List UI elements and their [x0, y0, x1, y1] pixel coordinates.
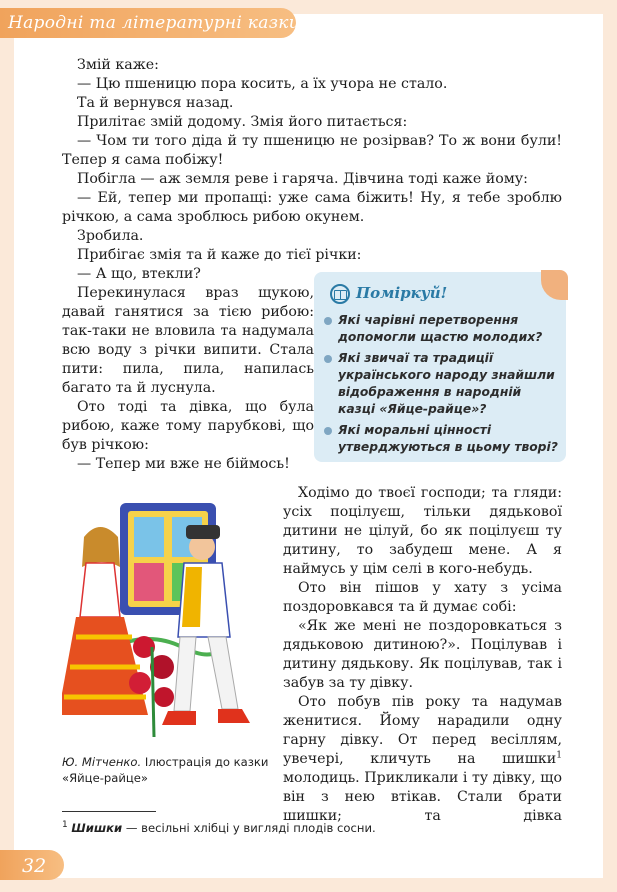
paragraph: Побігла — аж земля реве і гаряча. Дівчина тоді каже йому:	[77, 171, 528, 187]
paragraph: Зробила.	[77, 228, 144, 244]
footnote-marker: 1	[556, 750, 562, 761]
paragraph: «Як же мені не поздоровкаться з дядьковою дитиною?». Поцілував і дитину дядькову. Як поцілував, так і забув за ту дівку.	[283, 618, 562, 691]
paragraph: Перекинулася враз щукою, давай ганятися за тією рибою: так-таки не вловила та надумала всю воду з річки випити. Стала пити: пила, пила, напилась багато та й луснула.	[62, 285, 314, 396]
story-top-text	[62, 56, 562, 284]
question-item	[324, 350, 560, 418]
paragraph-text: молодиць. Прикликали і ту дівку, що він з нею втікав. Стали брати шишки; та дівка	[283, 770, 562, 824]
story-left-column	[62, 284, 314, 474]
paragraph: Прибігає змія та й каже до тієї річки:	[77, 247, 362, 263]
footnote-definition: — весільні хлібці у вигляді плодів сосни.	[122, 821, 376, 835]
question-list	[324, 312, 560, 460]
bullet-icon	[324, 355, 332, 363]
footnote-term: Шишки	[71, 821, 123, 835]
bullet-icon	[324, 427, 332, 435]
caption-text: Ілюстрація до казки «Яйце-райце»	[62, 755, 269, 785]
section-title: Народні та літературні казки	[8, 13, 300, 33]
question-text: Які звичаї та традиції українського народу знайшли відображення в народній казці «Яйце-райце»?	[338, 351, 555, 416]
page-number: 32	[22, 855, 47, 877]
paragraph-text: Ото побув пів року та надумав женитися. Йому нарадили одну гарну дівку. От перед весіллям, увечері, кличуть на шишки	[283, 694, 562, 767]
paragraph: — А що, втекли?	[77, 266, 201, 282]
question-text: Які чарівні перетворення допомогли щастю молодих?	[338, 313, 543, 344]
paragraph: Та й вернувся назад.	[77, 95, 234, 111]
paragraph: Ото тоді та дівка, що була рибою, каже тому парубкові, що був річкою:	[62, 399, 314, 453]
paragraph: — Цю пшеницю пора косить, а їх учора не стало.	[77, 76, 448, 92]
caption-author: Ю. Мітченко.	[62, 755, 142, 769]
fairy-tale-illustration	[62, 497, 274, 742]
paragraph: Ходімо до твоєї господи; та гляди: усіх поцілуєш, тільки дядькової дитини не цілуй, бо як поцілуєш ту дитину, то забудеш мене. А я наймусь у цім селі в кого-небудь.	[283, 485, 562, 577]
question-item	[324, 422, 560, 456]
paragraph: — Тепер ми вже не біймось!	[77, 456, 290, 472]
paragraph: Ото він пішов у хату з усіма поздоровкався та й думає собі:	[283, 580, 562, 615]
illustration-caption	[62, 754, 274, 786]
paragraph: Прилітає змій додому. Змія його питається:	[77, 114, 408, 130]
paragraph	[283, 693, 562, 826]
story-right-column	[283, 484, 562, 826]
footnote-divider	[62, 811, 156, 812]
paragraph: — Ей, тепер ми пропащі: уже сама біжить! Ну, я тебе зроблю річкою, а сама зроблюсь рибою окунем.	[62, 190, 562, 225]
question-text: Які моральні цінності утверджуються в цьому творі?	[338, 423, 558, 454]
think-box	[314, 272, 566, 462]
footnote-number: 1	[62, 820, 68, 831]
footnote	[62, 820, 562, 836]
paragraph: — Чом ти того діда й ту пшеницю не розірвав? То ж вони були! Тепер я сама побіжу!	[62, 133, 562, 168]
question-item	[324, 312, 560, 346]
book-icon	[330, 284, 350, 304]
paragraph: Змій каже:	[77, 57, 159, 73]
bullet-icon	[324, 317, 332, 325]
think-box-title: Поміркуй!	[356, 284, 448, 302]
